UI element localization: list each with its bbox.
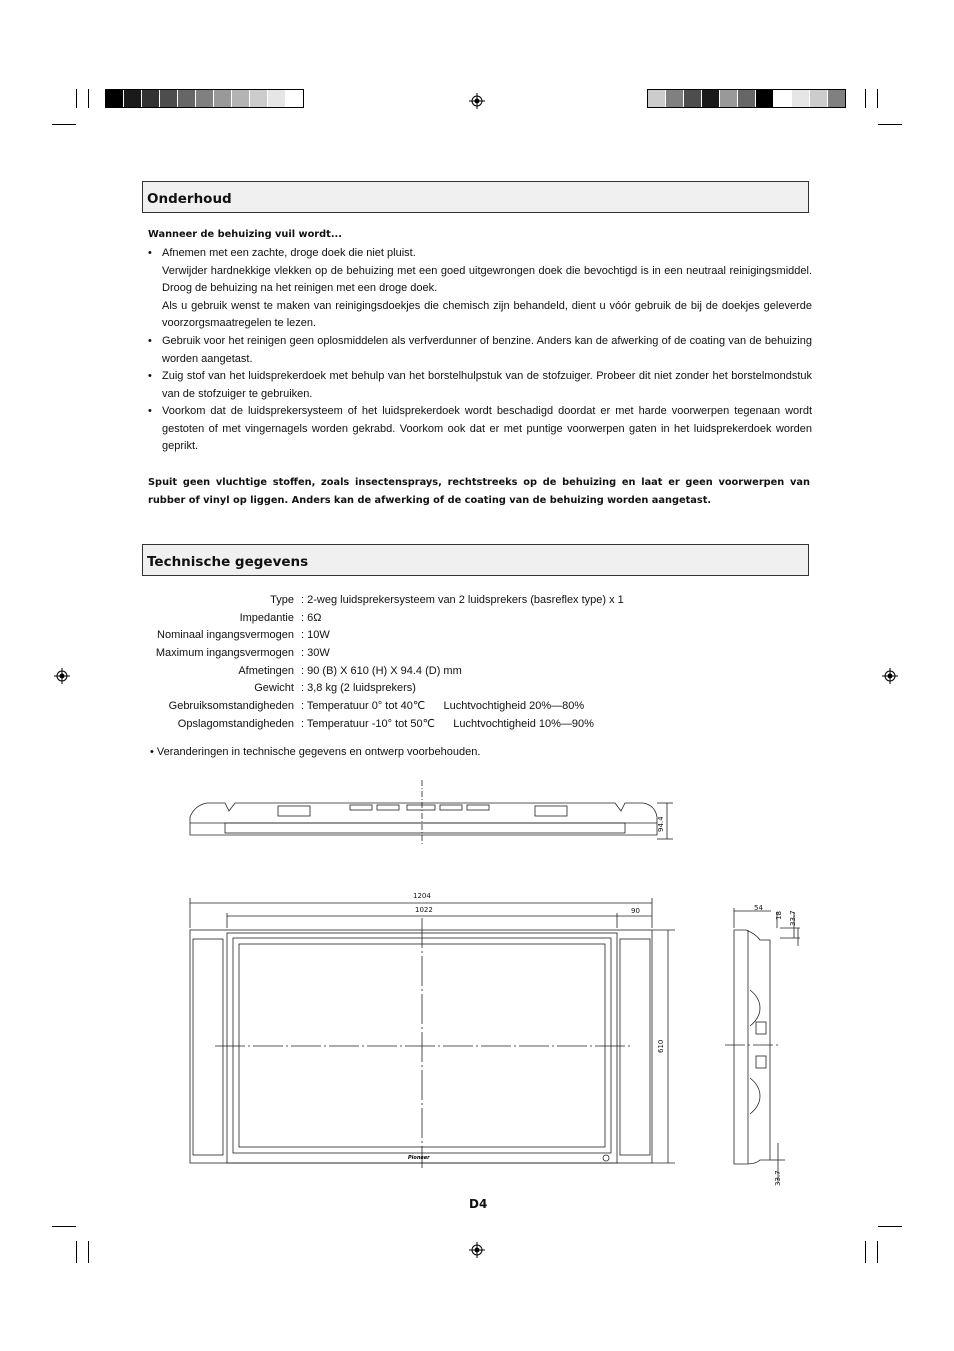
bullet-1-p3: Als u gebruik wenst te maken van reinigingsdoekjes die chemisch zijn behandeld, dient u vóór gebruik de bij de doekjes geleverde voorzorgsmaatregelen te lezen. [162,299,812,330]
bullet-4-text: Voorkom dat de luidsprekersysteem of het luidsprekerdoek wordt beschadigd doordat er met harde voorwerpen tegenaan wordt gestoten of met vingernagels worden gekrabd. Voorkom ook dat er met puntige voorwerpen gaten in het luidsprekerdoek worden geprikt. [162,405,812,453]
color-strip-right [647,89,846,108]
spec-value: : 30W [301,647,330,659]
dim-side-54: 54 [754,904,763,912]
brand-logo: Pioneer [408,1155,430,1161]
bullet-2-text: Gebruik voor het reinigen geen oplosmiddelen als verfverdunner of benzine. Anders kan de afwerking of de coating van de behuizing worden aangetast. [162,335,812,365]
spec-label: Gewicht [254,682,294,694]
registration-mark-bottom-icon [469,1242,485,1258]
dim-display-width: 1022 [415,906,433,914]
spec-label: Maximum ingangsvermogen [155,647,294,659]
bullet-3-text: Zuig stof van het luidsprekerdoek met behulp van het borstelhulpstuk van de stofzuiger. Probeer dit niet zonder het borstelmondstuk van de stofzuiger te gebruiken. [162,370,812,400]
spec-value: : 2-weg luidsprekersysteem van 2 luidsprekers (basreflex type) x 1 [301,594,624,606]
dim-side-33-7-top: 33.7 [789,910,797,926]
spec-row [130,609,830,627]
spec-value: : 10W [301,629,330,641]
registration-mark-left-icon [54,668,70,684]
registration-mark-top-icon [469,93,485,109]
maintenance-bullet-4 [148,403,812,456]
side-view-drawing [720,898,810,1188]
maintenance-intro: Wanneer de behuizing vuil wordt... [148,229,343,240]
bullet-1-first: Afnemen met een zachte, droge doek die niet pluist. [162,247,416,259]
specs-note: • Veranderingen in technische gegevens en ontwerp voorbehouden. [150,746,481,758]
spec-row [130,644,830,662]
front-view-drawing [185,888,685,1170]
dim-speaker-width: 90 [631,907,640,915]
bullet-icon: • [148,247,152,259]
top-view-drawing [185,775,685,850]
spec-row [130,679,830,697]
spec-row [130,591,830,609]
spec-value: : 3,8 kg (2 luidsprekers) [301,682,416,694]
dim-height: 610 [657,1039,665,1053]
page-number: D4 [469,1197,488,1211]
dim-side-33-7-bottom: 33.7 [774,1170,782,1186]
spec-label: Afmetingen [238,665,294,677]
maintenance-bullet-2 [148,333,812,368]
registration-mark-right-icon [882,668,898,684]
dim-depth: 94.4 [657,816,665,832]
spec-label: Nominaal ingangsvermogen [157,629,294,641]
spec-row [130,715,830,733]
maintenance-bullet-1 [148,245,812,333]
bullet-icon: • [148,370,152,382]
color-strip-left [105,89,304,108]
spec-row [130,626,830,644]
section-title-specs: Technische gegevens [142,544,809,576]
spec-value: : Temperatuur -10° tot 50℃ Luchtvochtigheid 10%—90% [301,718,594,730]
spec-value: : Temperatuur 0° tot 40℃ Luchtvochtigheid 20%—80% [301,700,585,712]
spec-label: Type [270,594,294,606]
spec-label: Impedantie [239,612,294,624]
section-title-maintenance: Onderhoud [142,181,809,213]
spec-value: : 6Ω [301,612,322,624]
spec-label: Gebruiksomstandigheden [168,700,294,712]
spec-label: Opslagomstandigheden [177,718,294,730]
spec-row [130,697,830,715]
dim-side-18: 18 [775,911,783,920]
maintenance-bullet-3 [148,368,812,403]
spec-row [130,662,830,680]
spec-value: : 90 (B) X 610 (H) X 94.4 (D) mm [301,665,462,677]
bullet-1-p2: Verwijder hardnekkige vlekken op de behuizing met een goed uitgewrongen doek die bevochtigd is in een neutraal reinigingsmiddel. Droog de behuizing na het reinigen met een droge doek. [162,264,812,295]
bullet-icon: • [148,335,152,347]
dim-total-width: 1204 [413,892,431,900]
bullet-icon: • [148,405,152,417]
maintenance-warning: Spuit geen vluchtige stoffen, zoals insectensprays, rechtstreeks op de behuizing en laat er geen voorwerpen van rubber of vinyl op liggen. Anders kan de afwerking of de coating van de behuizing worden aangetast. [148,477,810,506]
